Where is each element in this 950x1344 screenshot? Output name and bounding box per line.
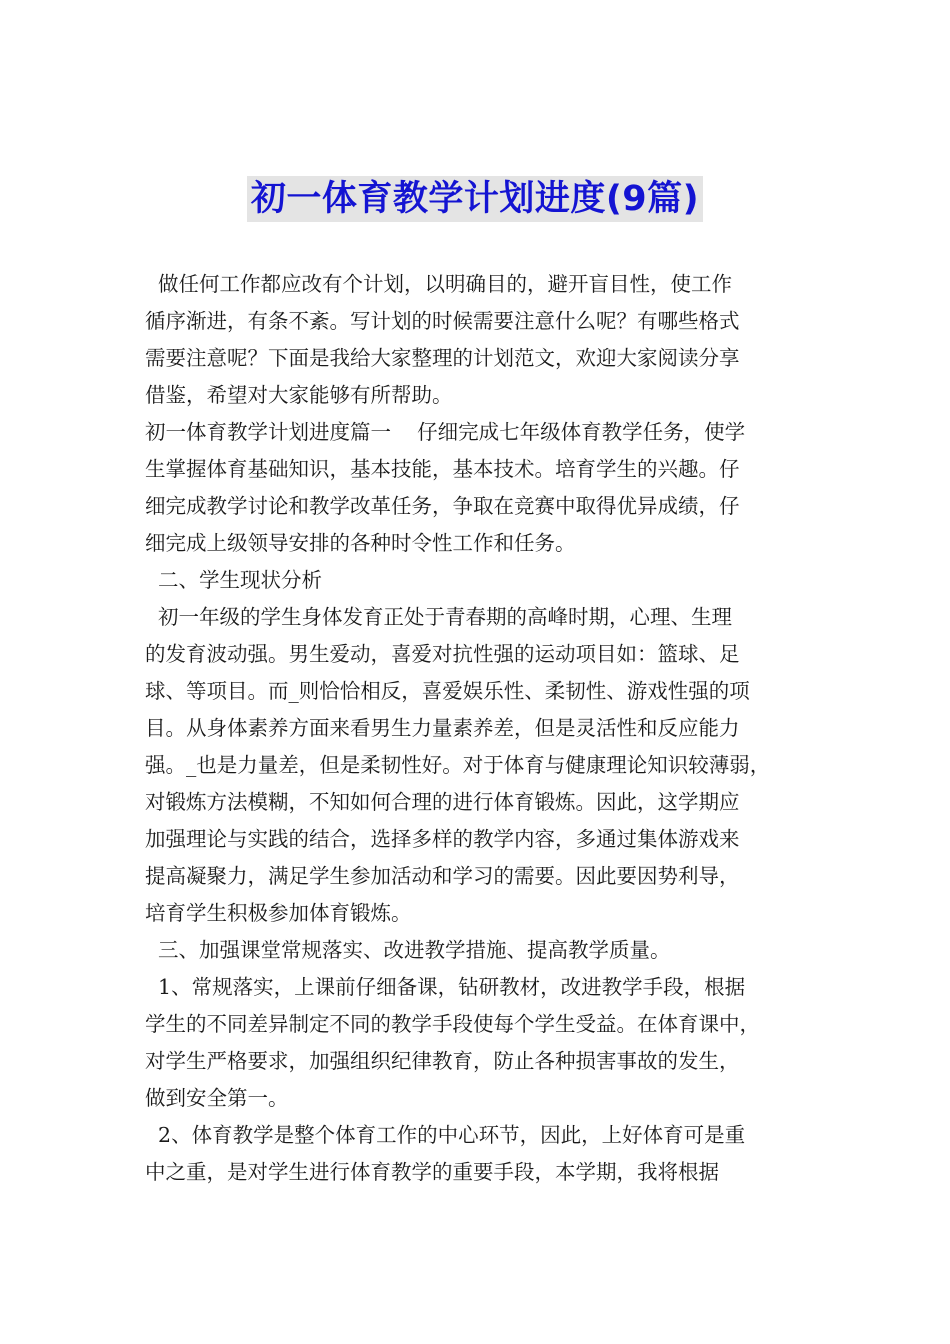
- body-line: 学生的不同差异制定不同的教学手段使每个学生受益。在体育课中，: [145, 1012, 760, 1036]
- body-line: 细完成上级领导安排的各种时令性工作和任务。: [145, 531, 576, 555]
- section-heading: 三、加强课堂常规落实、改进教学措施、提高教学质量。: [145, 938, 671, 962]
- body-line: 借鉴，希望对大家能够有所帮助。: [145, 383, 453, 407]
- document-body: [145, 266, 817, 1191]
- body-line: 对学生严格要求，加强组织纪律教育，防止各种损害事故的发生，: [145, 1049, 740, 1073]
- body-line: 中之重，是对学生进行体育教学的重要手段，本学期，我将根据: [145, 1160, 719, 1184]
- body-line: 2、体育教学是整个体育工作的中心环节，因此，上好体育可是重: [145, 1123, 746, 1147]
- body-line: 培育学生积极参加体育锻炼。: [145, 901, 412, 925]
- body-line: 强。_也是力量差，但是柔韧性好。对于体育与健康理论知识较薄弱，: [145, 753, 771, 777]
- body-line: 提高凝聚力，满足学生参加活动和学习的需要。因此要因势利导，: [145, 864, 740, 888]
- body-line: 做任何工作都应改有个计划，以明确目的，避开盲目性，使工作: [145, 272, 733, 296]
- body-line: 目。从身体素养方面来看男生力量素养差，但是灵活性和反应能力: [145, 716, 740, 740]
- body-line: 需要注意呢？下面是我给大家整理的计划范文，欢迎大家阅读分享: [145, 346, 740, 370]
- body-line: 初一年级的学生身体发育正处于青春期的高峰时期，心理、生理: [145, 605, 733, 629]
- body-line: 做到安全第一。: [145, 1086, 289, 1110]
- body-line: 加强理论与实践的结合，选择多样的教学内容，多通过集体游戏来: [145, 827, 740, 851]
- body-line: 生掌握体育基础知识，基本技能，基本技术。培育学生的兴趣。仔: [145, 457, 740, 481]
- body-line: 细完成教学讨论和教学改革任务，争取在竞赛中取得优异成绩，仔: [145, 494, 740, 518]
- body-line: 的发育波动强。男生爱动，喜爱对抗性强的运动项目如：篮球、足: [145, 642, 740, 666]
- body-line: 循序渐进，有条不紊。写计划的时候需要注意什么呢？有哪些格式: [145, 309, 740, 333]
- title-container: [0, 176, 950, 222]
- document-title: 初一体育教学计划进度(9篇): [247, 176, 703, 222]
- section-heading: 二、学生现状分析: [145, 568, 323, 592]
- body-line: 初一体育教学计划进度篇一 仔细完成七年级体育教学任务，使学: [145, 420, 746, 444]
- body-line: 对锻炼方法模糊，不知如何合理的进行体育锻炼。因此，这学期应: [145, 790, 740, 814]
- body-line: 1、常规落实，上课前仔细备课，钻研教材，改进教学手段，根据: [145, 975, 746, 999]
- body-line: 球、等项目。而_则恰恰相反，喜爱娱乐性、柔韧性、游戏性强的项: [145, 679, 750, 703]
